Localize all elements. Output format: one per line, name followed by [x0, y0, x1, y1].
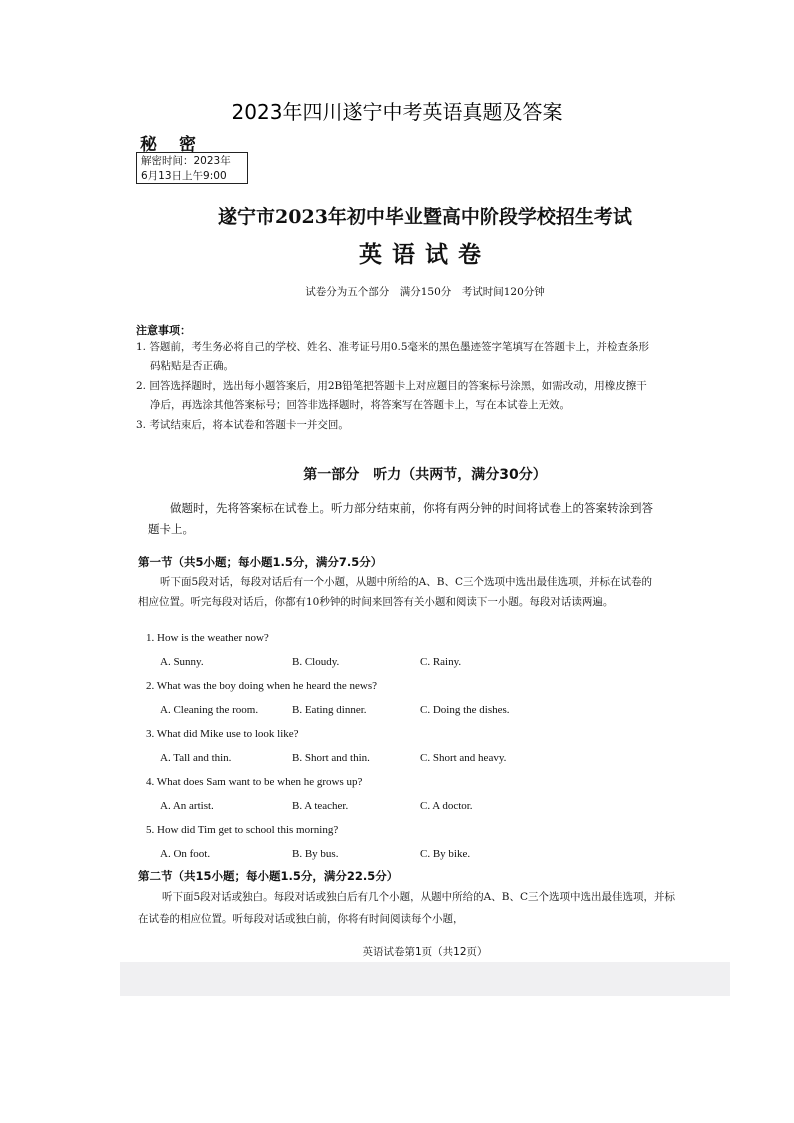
- section2-title: 第二节（共15小题；每小题1.5分，满分22.5分）: [138, 869, 399, 883]
- section1-intro: 听下面5段对话，每段对话后有一个小题，从题中所给的A、B、C三个选项中选出最佳选项，并标在试卷的相应位置。听完每段对话后，你都有10秒钟的时间来回答有关小题和阅读下一小题。每段对话读两遍。: [138, 576, 653, 608]
- note-item: 2. 回答选择题时，选出每小题答案后，用2B铅笔把答题卡上对应题目的答案标号涂黑，如需改动，用橡皮擦干净后，再选涂其他答案标号；回答非选择题时，将答案写在答题卡上，写在本试卷上无效。: [136, 380, 647, 411]
- scanned-exam-page: [120, 126, 730, 996]
- q2-option-b: B. Eating dinner.: [292, 704, 367, 716]
- q2-option-c: C. Doing the dishes.: [420, 704, 510, 716]
- part1-title: 第一部分 听力（共两节，满分30分）: [303, 467, 547, 483]
- question-3: 3. What did Mike use to look like?: [146, 728, 299, 740]
- q5-option-a: A. On foot.: [160, 848, 211, 860]
- unseal-time-line-1: 解密时间：2023年: [141, 155, 231, 167]
- q3-option-c: C. Short and heavy.: [420, 752, 507, 764]
- question-5: 5. How did Tim get to school this morning?: [146, 824, 339, 836]
- exam-name: 遂宁市2023年初中毕业暨高中阶段学校招生考试: [218, 206, 632, 228]
- unseal-time-line-2: 6月13日上午9:00: [141, 170, 227, 182]
- q2-option-a: A. Cleaning the room.: [160, 704, 259, 716]
- paper-title: 英语试卷: [359, 241, 491, 268]
- scan-footer-strip: [120, 962, 730, 996]
- q1-option-b: B. Cloudy.: [292, 656, 340, 668]
- question-2: 2. What was the boy doing when he heard the news?: [146, 680, 378, 692]
- q5-option-c: C. By bike.: [420, 848, 471, 860]
- note-item: 1. 答题前，考生务必将自己的学校、姓名、准考证号用0.5毫米的黑色墨迹签字笔填写在答题卡上，并检查条形码粘贴是否正确。: [136, 341, 650, 372]
- question-4: 4. What does Sam want to be when he grows up?: [146, 776, 363, 788]
- section1-title: 第一节（共5小题；每小题1.5分，满分7.5分）: [138, 555, 383, 569]
- notes-list: [136, 338, 656, 436]
- section2-intro: 听下面5段对话或独白。每段对话或独白后有几个小题，从题中所给的A、B、C三个选项中选出最佳选项，并标在试卷的相应位置。听每段对话或独白前，你将有时间阅读每个小题，: [138, 891, 676, 925]
- notes-title: 注意事项：: [136, 324, 191, 337]
- secret-label: 秘密: [140, 135, 218, 155]
- q1-option-c: C. Rainy.: [420, 656, 462, 668]
- q4-option-a: A. An artist.: [160, 800, 214, 812]
- page-footer: 英语试卷第1页（共12页）: [362, 946, 488, 958]
- q1-option-a: A. Sunny.: [160, 656, 204, 668]
- document-title: 2023年四川遂宁中考英语真题及答案: [231, 100, 563, 124]
- note-item: 3. 考试结束后，将本试卷和答题卡一并交回。: [136, 419, 349, 431]
- unseal-time-box: [136, 152, 248, 184]
- q4-option-b: B. A teacher.: [292, 800, 349, 812]
- q3-option-a: A. Tall and thin.: [160, 752, 232, 764]
- question-1: 1. How is the weather now?: [146, 632, 269, 644]
- part1-intro: 做题时，先将答案标在试卷上。听力部分结束前，你将有两分钟的时间将试卷上的答案转涂到答题卡上。: [148, 501, 653, 536]
- q5-option-b: B. By bus.: [292, 848, 339, 860]
- exam-info: 试卷分为五个部分 满分150分 考试时间120分钟: [305, 286, 545, 298]
- q3-option-b: B. Short and thin.: [292, 752, 370, 764]
- q4-option-c: C. A doctor.: [420, 800, 473, 812]
